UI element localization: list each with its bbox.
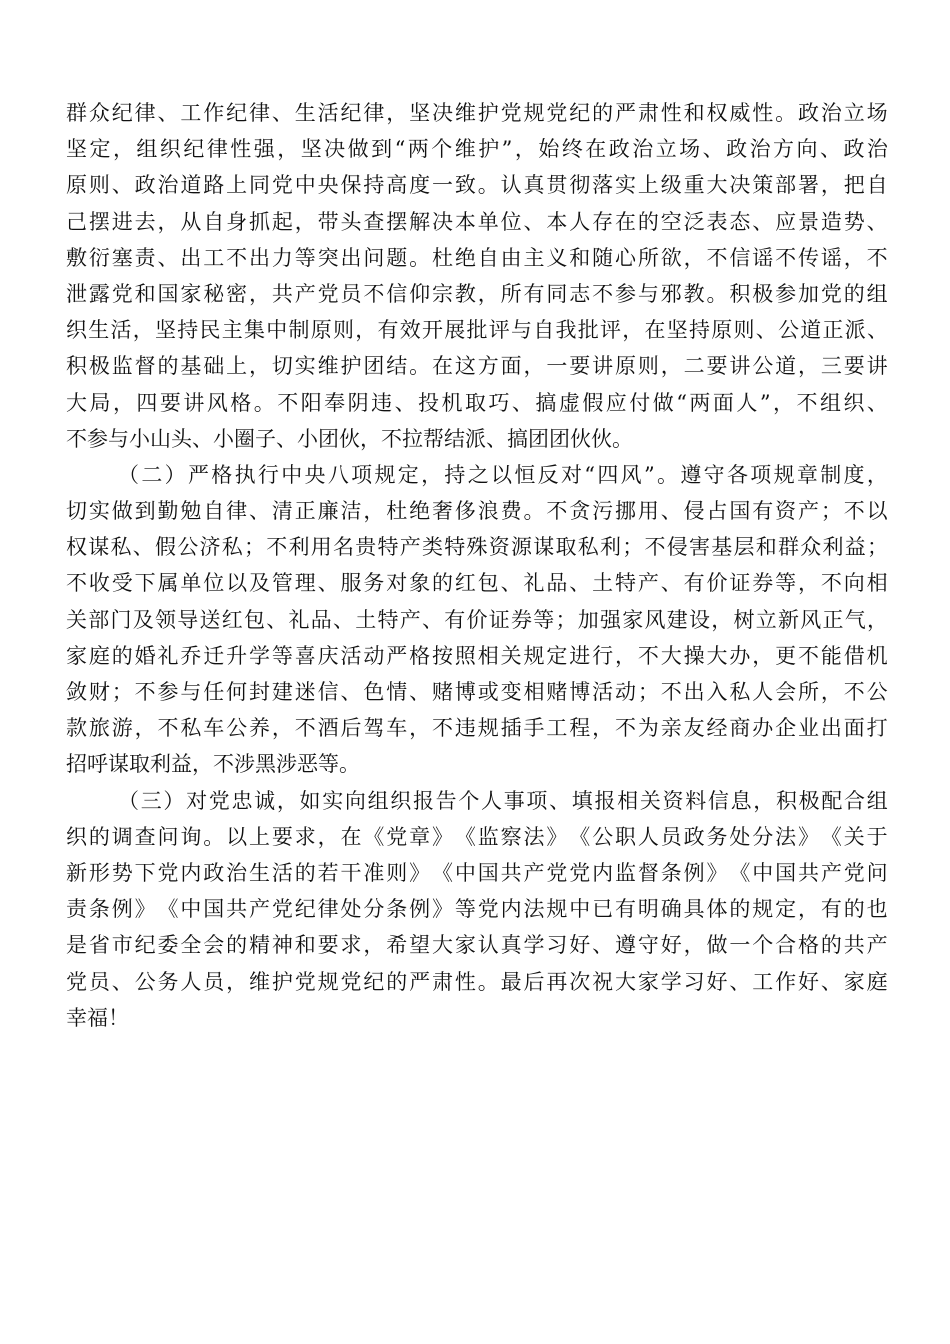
text-line: 是 省 市 纪 委 全 会 的 精 神 和 要 求 ， 希 望 大 家 认 真 学 习 好 、 遵 守 好 ， 做 一 个 合 格 的 共 产 [66, 933, 888, 958]
text-line: 敷 衍 塞 责 、 出 工 不 出 力 等 突 出 问 题 。 杜 绝 自 由 主 义 和 随 心 所 欲 ， 不 信 谣 不 传 谣 ， 不 [66, 245, 888, 270]
text-line: 党 员 、 公 务 人 员 ， 维 护 党 规 党 纪 的 严 肃 性 。 最 后 再 次 祝 大 家 学 习 好 、 工 作 好 、 家 庭 [66, 969, 888, 994]
text-line: 大 局 ， 四 要 讲 风 格 。 不 阳 奉 阴 违 、 投 机 取 巧 、 搞 虚 假 应 付 做 “ 两 面 人 ” ， 不 组 织 、 [66, 390, 888, 415]
paragraph-p2 [66, 457, 888, 783]
text-line: 不 收 受 下 属 单 位 以 及 管 理 、 服 务 对 象 的 红 包 、 礼 品 、 土 特 产 、 有 价 证 券 等 ， 不 向 相 [66, 571, 888, 596]
text-line: 己 摆 进 去 ， 从 自 身 抓 起 ， 带 头 查 摆 解 决 本 单 位 、 本 人 存 在 的 空 泛 表 态 、 应 景 造 势 、 [66, 209, 888, 234]
text-line: 群 众 纪 律 、 工 作 纪 律 、 生 活 纪 律 ， 坚 决 维 护 党 规 党 纪 的 严 肃 性 和 权 威 性 。 政 治 立 场 [66, 101, 888, 125]
text-line: 积 极 监 督 的 基 础 上 ， 切 实 维 护 团 结 。 在 这 方 面 ， 一 要 讲 原 则 ， 二 要 讲 公 道 ， 三 要 讲 [66, 354, 888, 379]
text-line: 织 的 调 查 问 询 。 以 上 要 求 ， 在 《 党 章 》 《 监 察 法 》 《 公 职 人 员 政 务 处 分 法 》 《 关 于 [66, 824, 888, 849]
text-line: 不参与小山头、小圈子、小团伙，不拉帮结派、搞团团伙伙。 [66, 426, 633, 451]
text-line: 泄 露 党 和 国 家 秘 密 ， 共 产 党 员 不 信 仰 宗 教 ， 所 有 同 志 不 参 与 邪 教 。 积 极 参 加 党 的 组 [66, 281, 888, 306]
text-line: 切 实 做 到 勤 勉 自 律 、 清 正 廉 洁 ， 杜 绝 奢 侈 浪 费 。 不 贪 污 挪 用 、 侵 占 国 有 资 产 ； 不 以 [66, 499, 888, 524]
text-line: 权 谋 私 、 假 公 济 私 ； 不 利 用 名 贵 特 产 类 特 殊 资 源 谋 取 私 利 ； 不 侵 害 基 层 和 群 众 利 益 ； [66, 535, 888, 560]
text-line: 责 条 例 》 《 中 国 共 产 党 纪 律 处 分 条 例 》 等 党 内 法 规 中 已 有 明 确 具 体 的 规 定 ， 有 的 也 [66, 897, 888, 922]
text-line: 原 则 、 政 治 道 路 上 同 党 中 央 保 持 高 度 一 致 。 认 真 贯 彻 落 实 上 级 重 大 决 策 部 署 ， 把 自 [66, 173, 888, 198]
paragraph-p1 [66, 95, 888, 457]
text-line: 幸福！ [66, 1005, 129, 1030]
text-line: 新 形 势 下 党 内 政 治 生 活 的 若 干 准 则 》 《 中 国 共 产 党 党 内 监 督 条 例 》 《 中 国 共 产 党 问 [66, 860, 888, 885]
text-line: 关 部 门 及 领 导 送 红 包 、 礼 品 、 土 特 产 、 有 价 证 券 等 ； 加 强 家 风 建 设 ， 树 立 新 风 正 气 ， [66, 607, 888, 632]
text-line: （ 三 ） 对 党 忠 诚 ， 如 实 向 组 织 报 告 个 人 事 项 、 填 报 相 关 资 料 信 息 ， 积 极 配 合 组 [118, 788, 888, 813]
text-line: 款 旅 游 ， 不 私 车 公 养 ， 不 酒 后 驾 车 ， 不 违 规 插 手 工 程 ， 不 为 亲 友 经 商 办 企 业 出 面 打 [66, 716, 888, 741]
text-line: 敛 财 ； 不 参 与 任 何 封 建 迷 信 、 色 情 、 赌 博 或 变 相 赌 博 活 动 ； 不 出 入 私 人 会 所 ， 不 公 [66, 680, 888, 704]
text-line: 家 庭 的 婚 礼 乔 迁 升 学 等 喜 庆 活 动 严 格 按 照 相 关 规 定 进 行 ， 不 大 操 大 办 ， 更 不 能 借 机 [66, 643, 888, 668]
document-body [66, 95, 888, 1036]
text-line: 织 生 活 ， 坚 持 民 主 集 中 制 原 则 ， 有 效 开 展 批 评 与 自 我 批 评 ， 在 坚 持 原 则 、 公 道 正 派 、 [66, 318, 888, 343]
paragraph-p3 [66, 783, 888, 1036]
text-line: 招呼谋取利益，不涉黑涉恶等。 [66, 752, 360, 777]
text-line: 坚 定 ， 组 织 纪 律 性 强 ， 坚 决 做 到 “ 两 个 维 护 ” ， 始 终 在 政 治 立 场 、 政 治 方 向 、 政 治 [66, 137, 888, 162]
text-line: （ 二 ） 严 格 执 行 中 央 八 项 规 定 ， 持 之 以 恒 反 对 “ 四 风 ” 。 遵 守 各 项 规 章 制 度 ， [118, 462, 888, 487]
